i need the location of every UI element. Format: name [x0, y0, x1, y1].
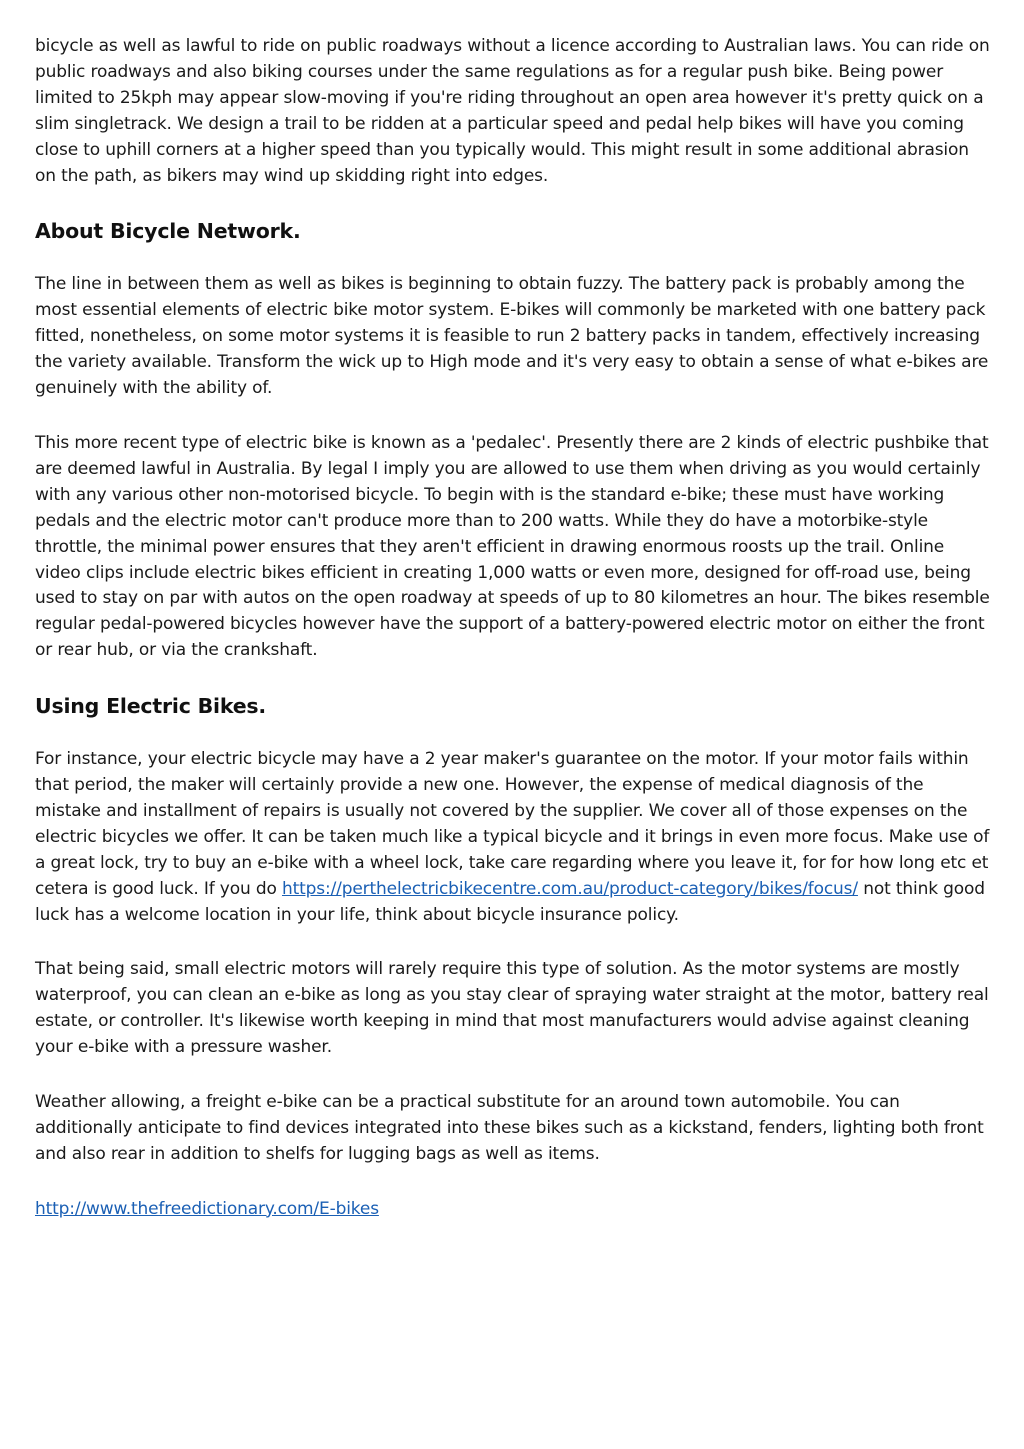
final-link-paragraph	[35, 1197, 993, 1223]
paragraph-pedalec: This more recent type of electric bike is known as a 'pedalec'. Presently there are 2 kinds of electric pushbike that are deemed lawful in Australia. By legal I imply you are allowed to use them when driving as you would certainly with any various other non-motorised bicycle. To begin with is the standard e-bike; these must have working pedals and the electric motor can't produce more than to 200 watts. While they do have a motorbike-style throttle, the minimal power ensures that they aren't efficient in drawing enormous roosts up the trail. Online video clips include electric bikes efficient in creating 1,000 watts or even more, designed for off-road use, being used to stay on par with autos on the open roadway at speeds of up to 80 kilometres an hour. The bikes resemble regular pedal-powered bicycles however have the support of a battery-powered electric motor on either the front or rear hub, or via the crankshaft.	[35, 432, 990, 661]
freedictionary-link[interactable]: http://www.thefreedictionary.com/E-bikes	[35, 1198, 379, 1219]
paragraph-warranty	[35, 747, 993, 928]
paragraph-warranty-text-after: not think good luck has a welcome location in your life, think about bicycle insurance policy.	[35, 878, 985, 925]
heading-about-bicycle-network: About Bicycle Network.	[35, 219, 301, 244]
focus-bikes-link[interactable]: https://perthelectricbikecentre.com.au/product-category/bikes/focus/	[282, 878, 858, 899]
document-page	[35, 34, 993, 1252]
paragraph-battery: The line in between them as well as bikes is beginning to obtain fuzzy. The battery pack is probably among the most essential elements of electric bike motor system. E-bikes will commonly be marketed with one battery pack fitted, nonetheless, on some motor systems it is feasible to run 2 battery packs in tandem, effectively increasing the variety available. Transform the wick up to High mode and it's very easy to obtain a sense of what e-bikes are genuinely with the ability of.	[35, 274, 989, 399]
heading-using-electric-bikes: Using Electric Bikes.	[35, 694, 267, 719]
paragraph-intro: bicycle as well as lawful to ride on public roadways without a licence according to Australian laws. You can ride on public roadways and also biking courses under the same regulations as for a regular push bike. Being power limited to 25kph may appear slow-moving if you're riding throughout an open area however it's pretty quick on a slim singletrack. We design a trail to be ridden at a particular speed and pedal help bikes will have you coming close to uphill corners at a higher speed than you typically would. This might result in some additional abrasion on the path, as bikers may wind up skidding right into edges.	[35, 36, 990, 186]
paragraph-cleaning: That being said, small electric motors will rarely require this type of solution. As the motor systems are mostly waterproof, you can clean an e-bike as long as you stay clear of spraying water straight at the motor, battery real estate, or controller. It's likewise worth keeping in mind that most manufacturers would advise against cleaning your e-bike with a pressure washer.	[35, 959, 989, 1058]
paragraph-warranty-text-before: For instance, your electric bicycle may have a 2 year maker's guarantee on the motor. If your motor fails within that period, the maker will certainly provide a new one. However, the expense of medical diagnosis of the mistake and installment of repairs is usually not covered by the supplier. We cover all of those expenses on the electric bicycles we offer. It can be taken much like a typical bicycle and it brings in even more focus. Make use of a great lock, try to buy an e-bike with a wheel lock, take care regarding where you leave it, for for how long etc et cetera is good luck. If you do	[35, 749, 990, 899]
paragraph-freight: Weather allowing, a freight e-bike can be a practical substitute for an around town automobile. You can additionally anticipate to find devices integrated into these bikes such as a kickstand, fenders, lighting both front and also rear in addition to shelfs for lugging bags as well as items.	[35, 1092, 984, 1164]
